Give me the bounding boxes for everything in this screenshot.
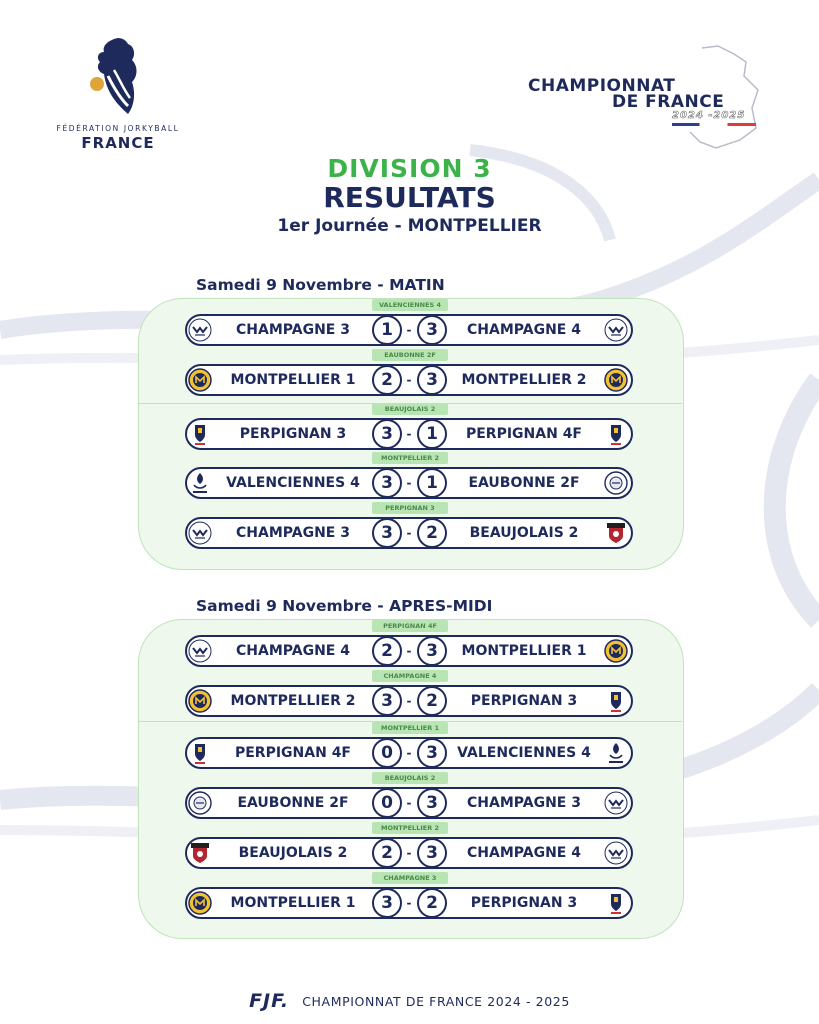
match-referee-tag: BEAUJOLAIS 2 xyxy=(372,772,448,784)
home-score: 3 xyxy=(372,468,402,498)
home-score: 0 xyxy=(372,738,402,768)
match-row xyxy=(185,824,633,869)
match-row xyxy=(185,672,633,717)
home-team: CHAMPAGNE 3 xyxy=(236,322,350,338)
perpignan-logo xyxy=(604,689,628,713)
away-team: PERPIGNAN 3 xyxy=(470,895,578,911)
score-separator: - xyxy=(406,476,412,490)
montpellier-logo xyxy=(604,368,628,392)
home-team: CHAMPAGNE 4 xyxy=(236,643,350,659)
home-score: 2 xyxy=(372,838,402,868)
championship-line2: DE FRANCE xyxy=(612,92,725,112)
away-score: 2 xyxy=(417,686,447,716)
away-team: CHAMPAGNE 3 xyxy=(467,795,581,811)
away-score: 3 xyxy=(417,315,447,345)
montpellier-logo xyxy=(188,891,212,915)
home-score: 3 xyxy=(372,686,402,716)
federation-logo xyxy=(48,36,188,152)
away-score: 2 xyxy=(417,888,447,918)
champagne-logo xyxy=(188,318,212,342)
beaujolais-logo xyxy=(188,841,212,865)
match-row xyxy=(185,724,633,769)
away-team: MONTPELLIER 1 xyxy=(461,643,587,659)
match-referee-tag: PERPIGNAN 3 xyxy=(372,502,448,514)
away-team: BEAUJOLAIS 2 xyxy=(469,525,579,541)
session-title-matin: Samedi 9 Novembre - MATIN xyxy=(196,276,445,294)
home-score: 0 xyxy=(372,788,402,818)
away-team: CHAMPAGNE 4 xyxy=(467,322,581,338)
away-team: CHAMPAGNE 4 xyxy=(467,845,581,861)
away-score: 3 xyxy=(417,636,447,666)
score-separator: - xyxy=(406,373,412,387)
score-separator: - xyxy=(406,694,412,708)
tricolor-stripe xyxy=(672,123,756,126)
match-referee-tag: PERPIGNAN 4F xyxy=(372,620,448,632)
perpignan-logo xyxy=(604,891,628,915)
match-referee-tag: EAUBONNE 2F xyxy=(372,349,448,361)
score-separator: - xyxy=(406,796,412,810)
match-row xyxy=(185,504,633,549)
match-referee-tag: CHAMPAGNE 3 xyxy=(372,872,448,884)
match-row xyxy=(185,874,633,919)
match-row xyxy=(185,405,633,450)
score-separator: - xyxy=(406,526,412,540)
home-team: PERPIGNAN 4F xyxy=(234,745,351,761)
champagne-logo xyxy=(604,318,628,342)
home-score: 2 xyxy=(372,365,402,395)
journee-subtitle: 1er Journée - MONTPELLIER xyxy=(277,216,542,236)
champagne-logo xyxy=(604,841,628,865)
beaujolais-logo xyxy=(604,521,628,545)
eaubonne-logo xyxy=(188,791,212,815)
home-team: BEAUJOLAIS 2 xyxy=(238,845,348,861)
federation-name: FRANCE xyxy=(81,134,155,152)
home-team: MONTPELLIER 2 xyxy=(230,693,356,709)
home-score: 1 xyxy=(372,315,402,345)
perpignan-logo xyxy=(188,741,212,765)
score-separator: - xyxy=(406,644,412,658)
footer xyxy=(0,990,819,1012)
match-referee-tag: MONTPELLIER 2 xyxy=(372,452,448,464)
score-separator: - xyxy=(406,846,412,860)
home-team: VALENCIENNES 4 xyxy=(226,475,360,491)
division-title: DIVISION 3 xyxy=(327,154,492,183)
championship-season: 2024 -2025 xyxy=(672,110,746,121)
session-title-apres-midi: Samedi 9 Novembre - APRES-MIDI xyxy=(196,597,493,615)
home-score: 3 xyxy=(372,518,402,548)
home-team: CHAMPAGNE 3 xyxy=(236,525,350,541)
home-team: MONTPELLIER 1 xyxy=(230,372,356,388)
match-referee-tag: VALENCIENNES 4 xyxy=(372,299,448,311)
match-row xyxy=(185,351,633,396)
away-score: 1 xyxy=(417,419,447,449)
match-row xyxy=(185,774,633,819)
away-score: 1 xyxy=(417,468,447,498)
away-score: 3 xyxy=(417,738,447,768)
title-block xyxy=(0,154,819,236)
footer-text: CHAMPIONNAT DE FRANCE 2024 - 2025 xyxy=(302,993,570,1009)
match-row xyxy=(185,454,633,499)
away-team: EAUBONNE 2F xyxy=(468,475,580,491)
home-team: PERPIGNAN 3 xyxy=(239,426,347,442)
match-row xyxy=(185,301,633,346)
away-score: 2 xyxy=(417,518,447,548)
score-separator: - xyxy=(406,323,412,337)
home-score: 3 xyxy=(372,888,402,918)
home-score: 2 xyxy=(372,636,402,666)
home-team: MONTPELLIER 1 xyxy=(230,895,356,911)
champagne-logo xyxy=(604,791,628,815)
federation-subtitle: FÉDÉRATION JORKYBALL xyxy=(56,124,180,133)
montpellier-logo xyxy=(188,368,212,392)
match-referee-tag: MONTPELLIER 2 xyxy=(372,822,448,834)
montpellier-logo xyxy=(188,689,212,713)
championship-line1: CHAMPIONNAT xyxy=(528,76,676,96)
valenciennes-logo xyxy=(604,741,628,765)
away-score: 3 xyxy=(417,838,447,868)
champagne-logo xyxy=(188,639,212,663)
away-team: VALENCIENNES 4 xyxy=(457,745,591,761)
perpignan-logo xyxy=(604,422,628,446)
away-team: PERPIGNAN 4F xyxy=(465,426,582,442)
home-team: EAUBONNE 2F xyxy=(237,795,349,811)
match-referee-tag: BEAUJOLAIS 2 xyxy=(372,403,448,415)
rooster-icon xyxy=(88,36,148,118)
championship-logo xyxy=(520,44,775,154)
away-score: 3 xyxy=(417,365,447,395)
score-separator: - xyxy=(406,746,412,760)
fjf-brand: FJF. xyxy=(249,990,290,1012)
valenciennes-logo xyxy=(188,471,212,495)
eaubonne-logo xyxy=(604,471,628,495)
away-team: MONTPELLIER 2 xyxy=(461,372,587,388)
match-referee-tag: CHAMPAGNE 4 xyxy=(372,670,448,682)
score-separator: - xyxy=(406,427,412,441)
champagne-logo xyxy=(188,521,212,545)
home-score: 3 xyxy=(372,419,402,449)
away-team: PERPIGNAN 3 xyxy=(470,693,578,709)
perpignan-logo xyxy=(188,422,212,446)
montpellier-logo xyxy=(604,639,628,663)
resultats-title: RESULTATS xyxy=(323,181,496,214)
match-row xyxy=(185,622,633,667)
score-separator: - xyxy=(406,896,412,910)
away-score: 3 xyxy=(417,788,447,818)
match-referee-tag: MONTPELLIER 1 xyxy=(372,722,448,734)
